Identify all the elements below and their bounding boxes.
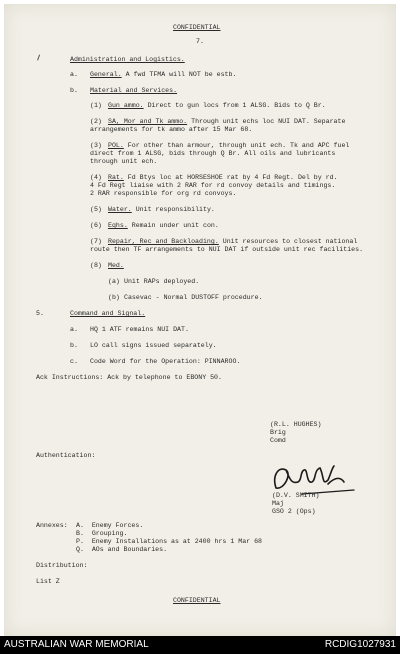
section-5-title: Command and Signal.: [70, 310, 146, 317]
item-8-heading: Med.: [108, 262, 124, 269]
para-4a: General. A fwd TFMA will NOT be estb.: [90, 71, 237, 78]
signature-role: Comd: [270, 437, 286, 444]
annex-item: B. Grouping.: [76, 530, 128, 537]
item-3-text: POL. For other than armour, through unit ech. Tk and APC fuel direct from 1 ALSG, bids through Q Br. All oils and lubricants through unit ech.: [90, 142, 350, 165]
para-5c: Code Word for the Operation: PINNAROO.: [90, 358, 241, 365]
handwritten-signature: [268, 462, 358, 496]
annex-item: A. Enemy Forces.: [76, 522, 144, 529]
para-5a: HQ 1 ATF remains NUI DAT.: [90, 326, 189, 333]
item-7-text: Repair, Rec and Backloading. Unit resources to closest national route then TF arrangements to NUI DAT if outside unit rec facilities.: [90, 238, 364, 253]
subitem-a-text: Unit RAPs deployed.: [124, 278, 200, 285]
item-7-num: (7): [90, 238, 102, 245]
item-4-text: Rat. Fd Btys loc at HORSESHOE rat by 4 Fd Regt. Del by rd. 4 Fd Regt liaise with 2 RAR for rd convoy details and timings. 2 RAR responsible for org rd convoys.: [90, 174, 338, 197]
signature-rank: Brig: [270, 429, 286, 436]
item-3-num: (3): [90, 142, 102, 149]
item-2-num: (2): [90, 118, 102, 125]
item-5-num: (5): [90, 206, 102, 213]
signature-block-comd: [270, 421, 321, 445]
item-6-num: (6): [90, 222, 102, 229]
para-5a-label: a.: [70, 326, 78, 333]
annexes-list: [76, 522, 262, 554]
subitem-a-label: (a): [108, 278, 120, 285]
authentication-label: Authentication:: [36, 452, 96, 459]
distribution-list: List Z: [36, 578, 60, 585]
para-5c-label: c.: [70, 358, 78, 365]
annex-item: Q. AOs and Boundaries.: [76, 546, 168, 553]
signature-name: (R.L. HUGHES): [270, 421, 322, 428]
subitem-b-label: (b): [108, 294, 120, 301]
annex-item: P. Enemy Installations as at 2400 hrs 1 Mar 68: [76, 538, 262, 545]
signature2-role: GSO 2 (Ops): [272, 508, 316, 515]
distribution-label: Distribution:: [36, 562, 88, 569]
para-4b-label: b.: [70, 87, 78, 94]
item-6-text: Eqhs. Remain under unit con.: [108, 222, 219, 229]
signature2-rank: Maj: [272, 500, 284, 507]
page-number: 7.: [196, 38, 204, 45]
archive-name: AUSTRALIAN WAR MEMORIAL: [4, 639, 149, 650]
classification-footer: CONFIDENTIAL: [173, 597, 221, 604]
para-5b-label: b.: [70, 342, 78, 349]
subitem-b-text: Casevac - Normal DUSTOFF procedure.: [124, 294, 263, 301]
item-1-num: (1): [90, 102, 102, 109]
item-5-text: Water. Unit responsibility.: [108, 206, 215, 213]
para-5b: LO call signs issued separately.: [90, 342, 217, 349]
signature2-name: (D.V. SMITH): [272, 492, 320, 499]
section-5-number: 5.: [36, 310, 44, 317]
item-4-num: (4): [90, 174, 102, 181]
para-4b-heading: Material and Services.: [90, 87, 178, 94]
section-4-title: Administration and Logistics.: [70, 56, 185, 63]
archive-footer: [0, 636, 400, 654]
archive-id: RCDIG1027931: [324, 639, 396, 650]
ack-instructions: Ack Instructions: Ack by telephone to EBONY 50.: [36, 374, 222, 381]
item-2-text: SA, Mor and Tk ammo. Through unit echs loc NUI DAT. Separate arrangements for tk ammo after 15 Mar 68.: [90, 118, 346, 133]
signature-block-gso: [272, 492, 319, 516]
item-1-text: Gun ammo. Direct to gun locs from 1 ALSG. Bids to Q Br.: [108, 102, 326, 109]
para-4a-label: a.: [70, 71, 78, 78]
item-8-num: (8): [90, 262, 102, 269]
classification-header: CONFIDENTIAL: [173, 24, 221, 31]
annexes-label: Annexes:: [36, 522, 68, 529]
